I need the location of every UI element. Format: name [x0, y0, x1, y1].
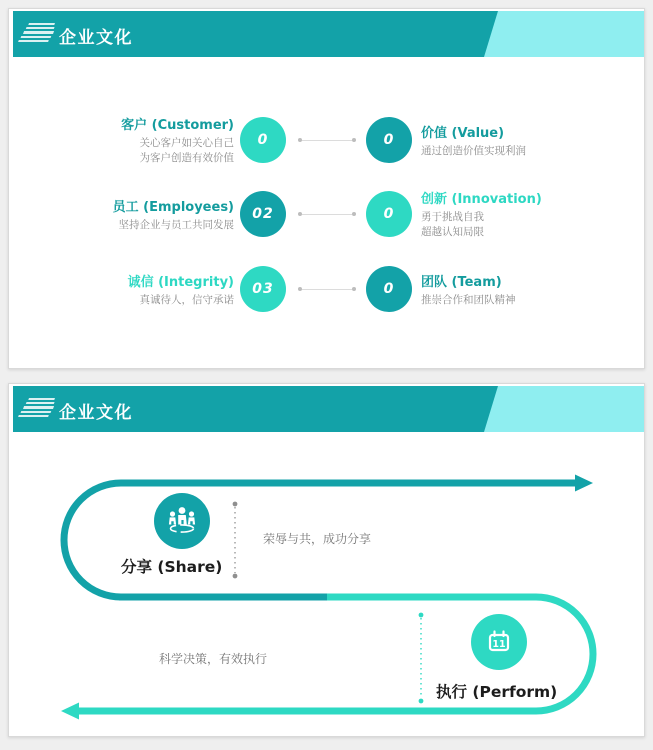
culture-item-desc: 为客户创造有效价值 [139, 152, 234, 164]
flow-left-curve [64, 483, 121, 597]
badge-number: 0 [383, 281, 395, 297]
number-badge [366, 117, 412, 163]
culture-item-integrity [19, 254, 234, 324]
share-icon-circle [154, 493, 210, 549]
culture-item-title: 创新 (Innovation) [421, 192, 542, 207]
connector-line [298, 179, 356, 249]
calendar-date-number: 11 [492, 639, 506, 650]
number-badge [366, 266, 412, 312]
culture-item-value [421, 105, 636, 175]
culture-item-desc: 超越认知局限 [421, 226, 484, 238]
culture-item-employees [19, 179, 234, 249]
culture-item-desc: 坚持企业与员工共同发展 [118, 218, 234, 231]
badge-number: 0 [383, 206, 395, 222]
share-description: 荣辱与共，成功分享 [263, 532, 372, 546]
connector-line [298, 254, 356, 324]
perform-description: 科学决策，有效执行 [159, 652, 268, 666]
culture-item-title: 团队 (Team) [421, 274, 502, 290]
culture-item-title: 员工 (Employees) [112, 199, 234, 215]
slide1-title: 企业文化 [59, 28, 133, 48]
slide-page-2 [8, 383, 645, 737]
banner-diagonal-accent [484, 11, 644, 57]
culture-row-2 [9, 179, 646, 249]
perform-label: 执行 (Perform) [436, 683, 558, 701]
culture-item-title: 诚信 (Integrity) [127, 274, 234, 290]
dot [233, 574, 238, 579]
culture-item-innovation [421, 179, 636, 249]
perform-icon-circle [471, 614, 527, 670]
number-badge [240, 117, 286, 163]
people-group-icon [162, 501, 202, 541]
culture-item-title: 客户 (Customer) [121, 118, 234, 133]
badge-number: 0 [257, 132, 269, 148]
culture-item-desc: 通过创造价值实现利润 [421, 144, 526, 157]
dot [419, 613, 424, 618]
connector-line [298, 105, 356, 175]
culture-item-desc: 真诚待人，信守承诺 [139, 293, 234, 306]
share-label: 分享 (Share) [121, 558, 223, 576]
number-badge [240, 191, 286, 237]
stacked-lines-icon [17, 23, 57, 45]
calendar-icon [479, 622, 519, 662]
number-badge [366, 191, 412, 237]
culture-item-desc: 关心客户如关心自己 [139, 137, 234, 149]
culture-row-3 [9, 254, 646, 324]
culture-item-customer [19, 105, 234, 175]
culture-item-desc: 推崇合作和团队精神 [421, 293, 516, 306]
badge-number: 02 [252, 206, 274, 222]
number-badge [240, 266, 286, 312]
culture-item-title: 价值 (Value) [421, 125, 505, 141]
badge-number: 03 [252, 281, 274, 297]
culture-item-desc: 勇于挑战自我 [421, 211, 484, 223]
left-arrowhead-icon [61, 703, 79, 720]
culture-row-1 [9, 105, 646, 175]
culture-item-team [421, 254, 636, 324]
badge-number: 0 [383, 132, 395, 148]
slide-page-1 [8, 8, 645, 369]
dot [233, 502, 238, 507]
slide1-header-banner [13, 11, 644, 57]
right-arrowhead-icon [575, 475, 593, 492]
dot [419, 699, 424, 704]
slide2-title: 企业文化 [59, 403, 133, 423]
